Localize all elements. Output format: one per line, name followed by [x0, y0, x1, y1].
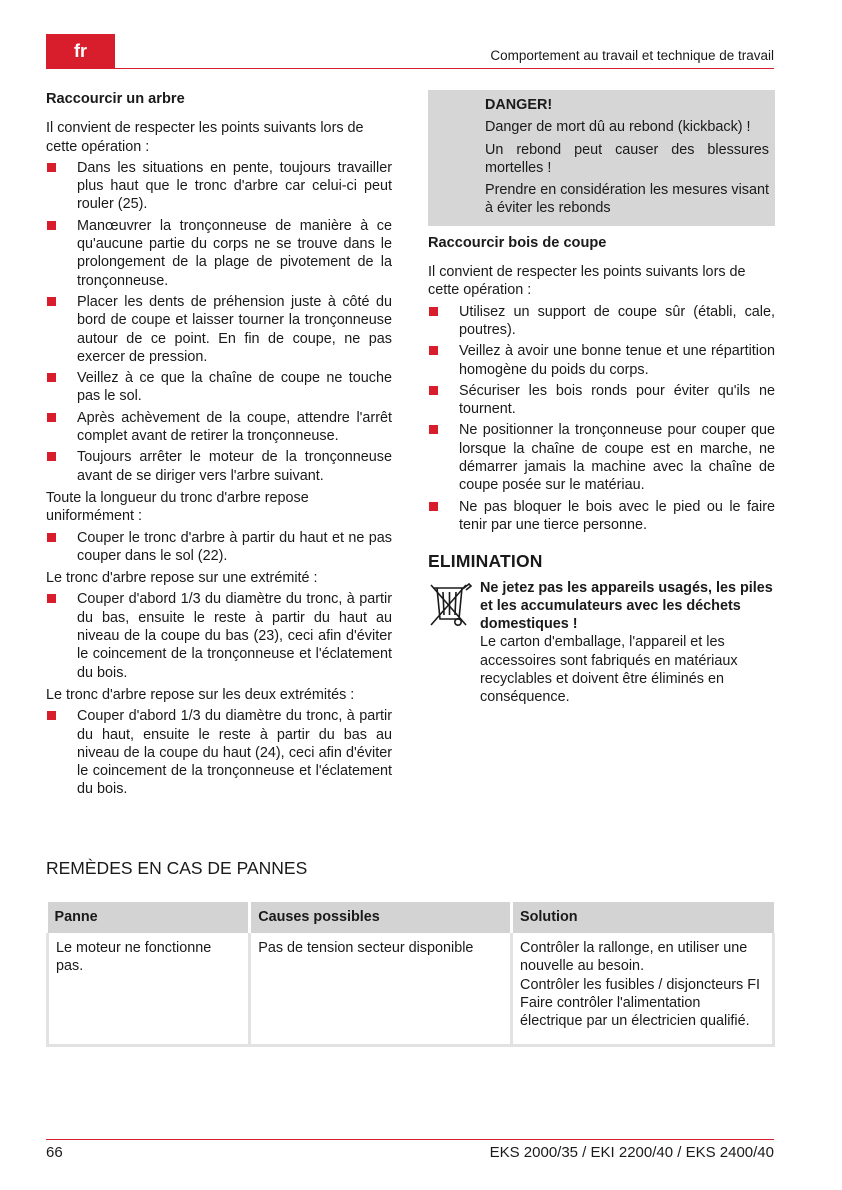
heading-raccourcir-arbre: Raccourcir un arbre [46, 91, 185, 107]
bullet-square-icon [47, 373, 56, 382]
elimination-heading: ELIMINATION [428, 551, 543, 572]
crossed-out-bin-icon [428, 579, 472, 629]
bullet-list [428, 303, 775, 535]
bullet-square-icon [47, 413, 56, 422]
heading-raccourcir-bois: Raccourcir bois de coupe [428, 234, 607, 251]
table-row [48, 933, 774, 1045]
list-item: Ne positionner la tronçonneuse pour couper que lorsque la chaîne de coupe est en marche, ne démarrer jamais la machine avec la chaîne de coupe posée sur le matériau. [428, 421, 775, 494]
danger-line: Danger de mort dû au rebond (kickback) ! [485, 119, 751, 136]
list-item: Veillez à ce que la chaîne de coupe ne touche pas le sol. [46, 369, 392, 406]
language-label: fr [74, 41, 87, 61]
troubleshooting-table [46, 902, 775, 1047]
bullet-square-icon [429, 502, 438, 511]
list-item: Couper d'abord 1/3 du diamètre du tronc, à partir du haut, ensuite le reste à partir du bas au niveau de la coupe du haut (24), ceci afin d'éviter le coincement de la tronçonneuse et l'éclatement du bois. [46, 707, 392, 798]
model-names: EKS 2000/35 / EKI 2200/40 / EKS 2400/40 [489, 1144, 774, 1161]
list-item: Veillez à avoir une bonne tenue et une répartition homogène du poids du corps. [428, 342, 775, 379]
troubleshooting-heading: REMÈDES EN CAS DE PANNES [46, 858, 308, 878]
paragraph: Le tronc d'arbre repose sur les deux extrémités : [46, 686, 355, 703]
bullet-square-icon [47, 594, 56, 603]
page-number: 66 [46, 1144, 63, 1161]
intro-text: Il convient de respecter les points suivants lors de cette opération : [428, 264, 746, 299]
list-item: Après achèvement de la coupe, attendre l'arrêt complet avant de retirer la tronçonneuse. [46, 409, 392, 446]
right-column [428, 90, 775, 707]
header-divider [115, 68, 774, 69]
bullet-list [46, 590, 392, 681]
paragraph: Le tronc d'arbre repose sur une extrémité : [46, 570, 318, 587]
bullet-square-icon [429, 425, 438, 434]
cell-solution [512, 933, 774, 1045]
list-item: Toujours arrêter le moteur de la tronçonneuse avant de se diriger vers l'arbre suivant. [46, 448, 392, 485]
bullet-square-icon [47, 297, 56, 306]
danger-title: DANGER! [485, 97, 553, 113]
bullet-square-icon [47, 533, 56, 542]
section-title: Comportement au travail et technique de travail [490, 48, 774, 63]
list-item: Dans les situations en pente, toujours travailler plus haut que le tronc d'arbre car celui-ci peut rouler (25). [46, 159, 392, 214]
danger-line: Un rebond peut causer des blessures mortelles ! [485, 141, 769, 176]
list-item: Ne pas bloquer le bois avec le pied ou le faire tenir par une tierce personne. [428, 498, 775, 535]
bullet-list [46, 529, 392, 566]
bullet-square-icon [47, 221, 56, 230]
cell-panne: Le moteur ne fonctionne pas. [48, 933, 250, 1045]
elimination-warning: Ne jetez pas les appareils usagés, les piles et les accumulateurs avec les déchets domestiques ! [480, 579, 773, 633]
cell-cause: Pas de tension secteur disponible [250, 933, 512, 1045]
list-item: Sécuriser les bois ronds pour éviter qu'ils ne tournent. [428, 382, 775, 419]
column-header-panne: Panne [48, 902, 250, 933]
danger-line: Prendre en considération les mesures visant à éviter les rebonds [485, 182, 769, 217]
list-item: Placer les dents de préhension juste à côté du bord de coupe et laisser tourner la tronçonneuse autour de ce point. En fin de coupe, ne pas exercer de pression. [46, 293, 392, 366]
solution-line: Faire contrôler l'alimentation électrique par un électricien qualifié. [520, 994, 750, 1030]
bullet-square-icon [429, 346, 438, 355]
bullet-square-icon [429, 386, 438, 395]
solution-line: Contrôler les fusibles / disjoncteurs FI [520, 976, 760, 993]
column-header-solution: Solution [512, 902, 774, 933]
list-item: Manœuvrer la tronçonneuse de manière à ce qu'aucune partie du corps ne se trouve dans le prolongement de la plage de pivotement de la tronçonneuse. [46, 217, 392, 290]
bullet-square-icon [429, 307, 438, 316]
list-item: Couper le tronc d'arbre à partir du haut et ne pas couper dans le sol (22). [46, 529, 392, 566]
bullet-list [46, 159, 392, 485]
footer-divider [46, 1139, 774, 1140]
danger-notice [428, 90, 775, 226]
bullet-square-icon [47, 711, 56, 720]
column-header-causes: Causes possibles [250, 902, 512, 933]
list-item: Utilisez un support de coupe sûr (établi, cale, poutres). [428, 303, 775, 340]
left-column [46, 90, 392, 802]
bullet-square-icon [47, 452, 56, 461]
table-header-row [48, 902, 774, 933]
paragraph: Toute la longueur du tronc d'arbre repose uniformément : [46, 489, 309, 525]
list-item: Couper d'abord 1/3 du diamètre du tronc, à partir du bas, ensuite le reste à partir du haut au niveau de la coupe du bas (23), ceci afin d'éviter le coincement de la tronçonneuse et l'éclatement du bois. [46, 590, 392, 681]
intro-text: Il convient de respecter les points suivants lors de cette opération : [46, 120, 364, 155]
solution-line: Contrôler la rallonge, en utiliser une nouvelle au besoin. [520, 940, 748, 975]
bullet-list [46, 707, 392, 798]
elimination-text: Le carton d'emballage, l'appareil et les accessoires sont fabriqués en matériaux recyclables et doivent être éliminés en conséquence. [480, 634, 738, 706]
bullet-square-icon [47, 163, 56, 172]
elimination-block [428, 579, 775, 707]
language-tab [46, 34, 115, 69]
